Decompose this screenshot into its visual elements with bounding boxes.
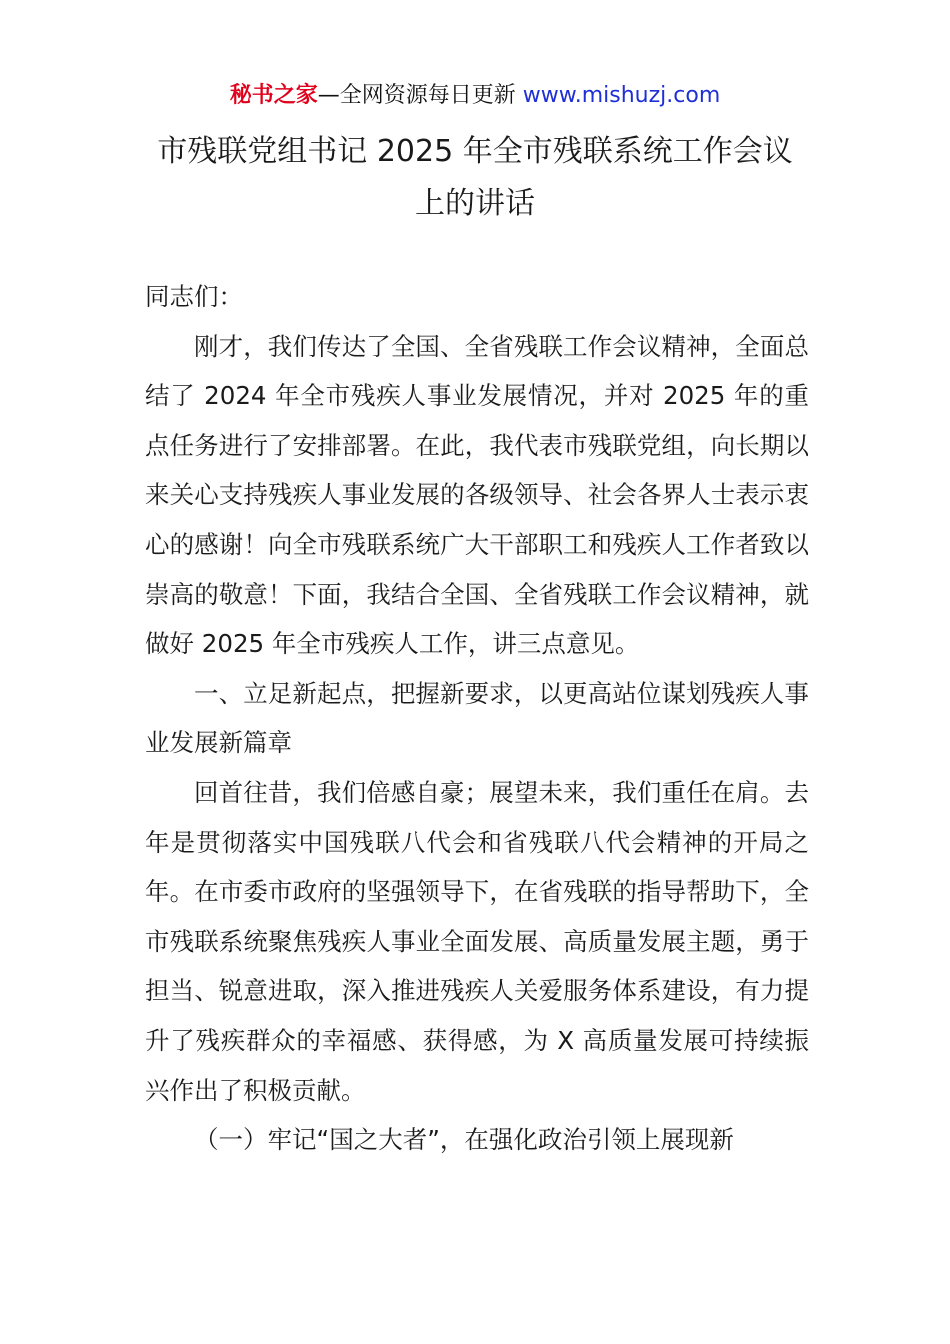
salutation: 同志们：: [145, 282, 243, 311]
document-body: [145, 272, 809, 1165]
section-heading-1: 一、立足新起点，把握新要求，以更高站位谋划残疾人事业发展新篇章: [145, 678, 809, 758]
document-title: [120, 126, 830, 230]
brand-name: 秘书之家: [229, 83, 318, 108]
header-banner: [0, 80, 950, 112]
subsection-heading-1: （一）牢记“国之大者”，在强化政治引领上展现新: [194, 1125, 734, 1155]
paragraph-intro: 刚才，我们传达了全国、全省残联工作会议精神，全面总结了 2024 年全市残疾人事业发展情况，并对 2025 年的重点任务进行了安排部署。在此，我代表市残联党组，向长期以来关心支持残疾人事业发展的各级领导、社会各界人士表示衷心的感谢！向全市残联系统广大干部职工和残疾人工作者致以崇高的敬意！下面，我结合全国、全省残联工作会议精神，就做好 2025 年全市残疾人工作，讲三点意见。: [145, 331, 809, 659]
title-line-1: 市残联党组书记 2025 年全市残联系统工作会议: [157, 134, 793, 169]
paragraph-review: 回首往昔，我们倍感自豪；展望未来，我们重任在肩。去年是贯彻落实中国残联八代会和省残联八代会精神的开局之年。在市委市政府的坚强领导下，在省残联的指导帮助下，全市残联系统聚焦残疾人事业全面发展、高质量发展主题，勇于担当、锐意进取，深入推进残疾人关爱服务体系建设，有力提升了残疾群众的幸福感、获得感，为 X 高质量发展可持续振兴作出了积极贡献。: [145, 777, 809, 1105]
site-url-link[interactable]: www.mishuzj.com: [522, 83, 721, 108]
title-line-2: 上的讲话: [415, 186, 535, 221]
banner-tagline: —全网资源每日更新: [317, 83, 523, 108]
